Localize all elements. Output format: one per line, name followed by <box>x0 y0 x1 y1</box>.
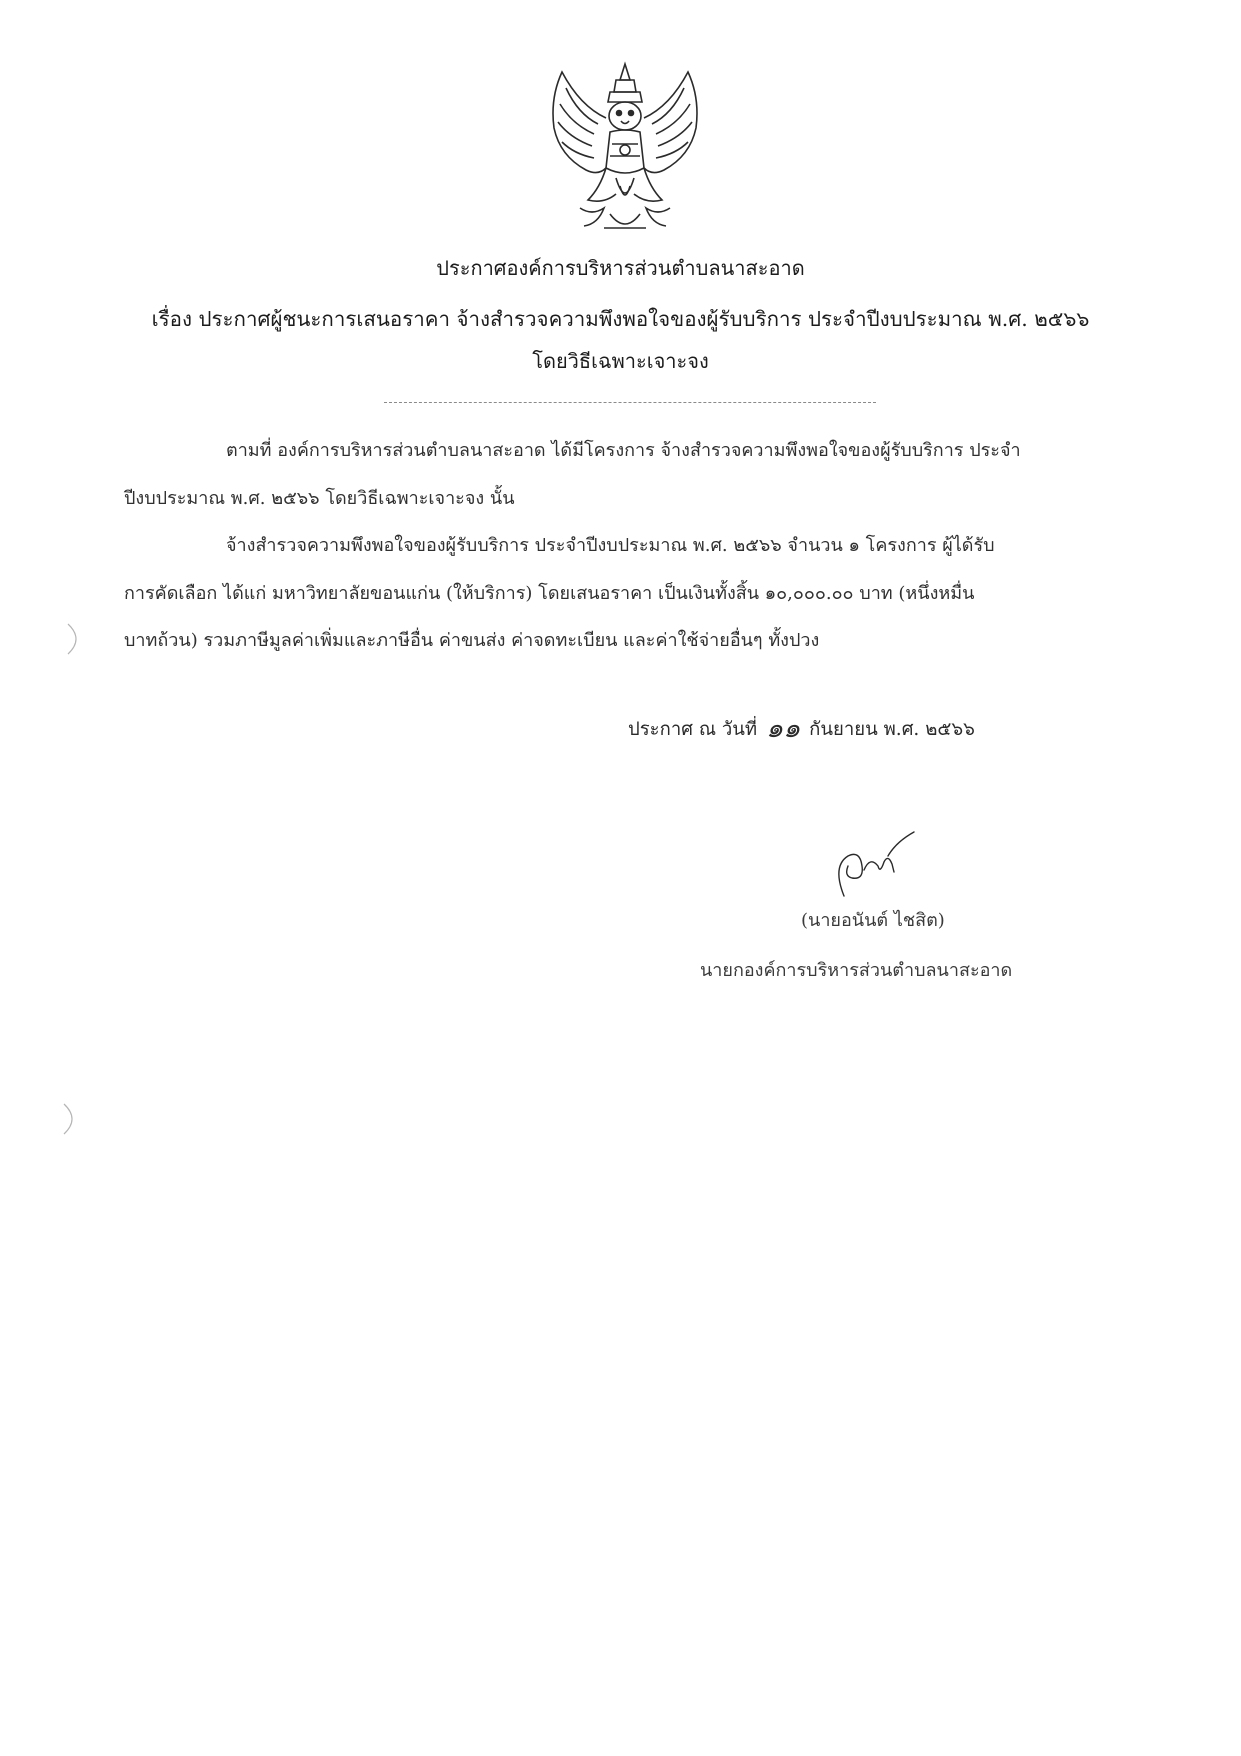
paragraph-2-line-3: บาทถ้วน) รวมภาษีมูลค่าเพิ่มและภาษีอื่น ค่าขนส่ง ค่าจดทะเบียน และค่าใช้จ่ายอื่นๆ ทั้งปวง <box>124 630 820 651</box>
signature-icon <box>822 826 942 902</box>
procurement-method: โดยวิธีเฉพาะเจาะจง <box>532 349 709 373</box>
signatory-position: นายกองค์การบริหารส่วนตำบลนาสะอาด <box>700 960 1013 981</box>
announcement-title: ประกาศองค์การบริหารส่วนตำบลนาสะอาด <box>436 256 805 280</box>
announcement-date <box>628 713 975 744</box>
signatory-name: (นายอนันต์ ไชสิต) <box>801 910 945 931</box>
punch-hole-mark <box>58 622 88 656</box>
date-suffix: กันยายน พ.ศ. ๒๕๖๖ <box>809 719 975 740</box>
paragraph-2-line-1: จ้างสำรวจความพึงพอใจของผู้รับบริการ ประจำปีงบประมาณ พ.ศ. ๒๕๖๖ จำนวน ๑ โครงการ ผู้ได้รับ <box>226 535 995 556</box>
announcement-subject: เรื่อง ประกาศผู้ชนะการเสนอราคา จ้างสำรวจความพึงพอใจของผู้รับบริการ ประจำปีงบประมาณ พ.ศ. ๒๕๖๖ <box>151 307 1090 331</box>
divider <box>384 402 876 403</box>
paragraph-2-line-2: การคัดเลือก ได้แก่ มหาวิทยาลัยขอนแก่น (ให้บริการ) โดยเสนอราคา เป็นเงินทั้งสิ้น ๑๐,๐๐๐.๐๐ บาท (หนึ่งหมื่น <box>124 583 975 604</box>
paragraph-1-line-1: ตามที่ องค์การบริหารส่วนตำบลนาสะอาด ได้มีโครงการ จ้างสำรวจความพึงพอใจของผู้รับบริการ ประจำ <box>226 440 1021 461</box>
date-day-handwritten: ๑๑ <box>766 713 801 744</box>
garuda-emblem-icon <box>540 58 710 236</box>
paragraph-1-line-2: ปีงบประมาณ พ.ศ. ๒๕๖๖ โดยวิธีเฉพาะเจาะจง นั้น <box>124 488 515 509</box>
punch-hole-mark <box>52 1102 82 1136</box>
date-prefix: ประกาศ ณ วันที่ <box>628 719 758 740</box>
